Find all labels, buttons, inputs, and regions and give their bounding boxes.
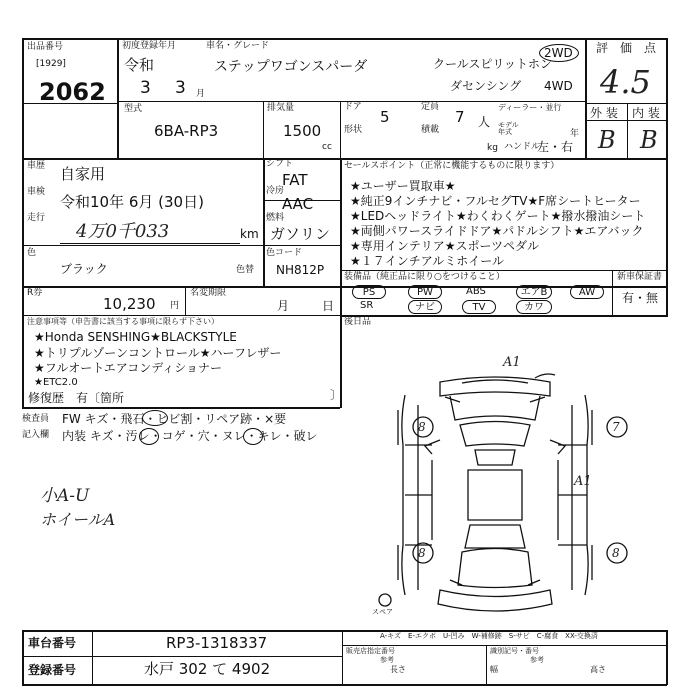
inspector-row-2: 内装 キズ・汚レ・コゲ・穴・ヌレ・キレ・破レ (62, 429, 318, 443)
equipment-label: 装備品（純正品に限り○をつけること） (344, 272, 505, 282)
inspection-label: 車検 (27, 187, 46, 197)
type-label: 車歴 (27, 161, 46, 171)
notes-label: 注意事項等（申告書に該当する事項に限らず下さい） (27, 317, 219, 326)
chassis-value: RP3-1318337 (166, 634, 268, 652)
equip-pw: PW (408, 285, 442, 299)
shape-label: 形状 (344, 125, 363, 135)
name-change-day: 日 (322, 299, 335, 313)
grade-line-1: クールスピリットホン (433, 57, 552, 71)
recycle-label: R券 (27, 288, 43, 298)
damage-mark-left-rear: 8 (418, 546, 426, 560)
equip-aw: AW (570, 285, 604, 299)
mileage-value: 4万0千033 (76, 221, 170, 242)
model-label: 型式 (124, 104, 143, 114)
interior-grade: B (640, 126, 658, 154)
seat-label: 後日品 (344, 317, 372, 327)
drive-2wd: 2WD (544, 46, 573, 60)
car-name-label: 車名・グレード (206, 41, 270, 51)
equip-leather: カワ (516, 300, 552, 314)
seats: 7 (455, 108, 465, 126)
drive-4wd: 4WD (544, 79, 573, 93)
handle: 左・右 (537, 140, 574, 154)
inspection-value: 令和10年 6月 (30日) (60, 193, 204, 211)
new-car-label: 新車保証書 (617, 272, 663, 282)
model-year-label: モデル年式 (498, 121, 519, 136)
sales-point-4: ★両側パワースライドドア★パドルシフト★エアバック (350, 224, 644, 238)
capacity-label: 積載 (421, 125, 440, 135)
equip-abs: ABS (466, 286, 486, 297)
shift-value: FAT (282, 171, 308, 189)
dim-height: 高さ (590, 665, 606, 674)
first-reg-label: 初度登録年月 (122, 41, 177, 51)
month-unit: 月 (196, 89, 206, 99)
id-number-ref: 参考 (530, 656, 544, 664)
year-suffix: 年 (570, 129, 580, 139)
year: 3 (140, 78, 151, 98)
damage-mark-right-front: 7 (612, 420, 620, 434)
doors: 5 (380, 108, 390, 126)
model: 6BA-RP3 (154, 122, 219, 140)
dealer-number-ref: 参考 (380, 656, 394, 664)
sales-point-3: ★LEDヘッドライト★わくわくゲート★撥水撥油シート (350, 209, 646, 223)
lot-number: 2062 (39, 78, 106, 106)
car-name: ステップワゴンスパーダ (214, 59, 368, 75)
dealer-number-label: 販売店指定番号 (346, 647, 395, 655)
yen-unit: 円 (170, 301, 180, 311)
spare-label: スペア (372, 608, 393, 616)
shift-label: シフト (266, 159, 294, 169)
type-value: 自家用 (60, 165, 106, 183)
new-car-value: 有・無 (622, 291, 659, 305)
cc-unit: cc (322, 142, 332, 152)
sales-point-6: ★１７インチアルミホイール (350, 254, 505, 268)
sales-point-1: ★ユーザー買取車★ (350, 179, 456, 193)
damage-legend: A-キズ E-エクボ U-凹み W-補修跡 S-サビ C-腐食 XX-交換済 (380, 632, 598, 640)
color-value: ブラック (60, 262, 108, 276)
displacement-label: 排気量 (267, 103, 295, 113)
lot-sub: [1929] (36, 59, 66, 69)
exterior-label: 外 装 (590, 106, 618, 120)
color-change-label: 色替 (236, 265, 255, 275)
damage-mark-right-side: A1 (574, 474, 592, 489)
damage-mark-front: A1 (503, 355, 521, 370)
note-line-4: ★ETC2.0 (34, 377, 78, 388)
handle-label: ハンドル (504, 142, 541, 152)
kg-unit: kg (487, 143, 498, 153)
color-code-label: 色コード (266, 248, 303, 258)
equip-navi: ナビ (408, 300, 442, 314)
note-line-3: ★フルオートエアコンディショナー (34, 361, 222, 375)
name-change-label: 名変期限 (190, 288, 227, 298)
mileage-label: 走行 (27, 213, 46, 223)
recycle-value: 10,230 (103, 295, 156, 313)
displacement: 1500 (283, 122, 322, 140)
handwritten-note-1: 小A-U (40, 486, 90, 506)
lot-label: 出品番号 (27, 42, 64, 52)
km-unit: km (240, 227, 259, 241)
fuel-label: 燃料 (266, 213, 285, 223)
plate-label: 登録番号 (28, 663, 77, 677)
score: 4.5 (600, 63, 651, 101)
sales-points-label: セールスポイント（正常に機能するものに限ります） (344, 161, 560, 171)
ac-value: AAC (282, 195, 314, 213)
note-line-2: ★トリプルゾーンコントロール★ハーフレザー (34, 346, 282, 360)
fuel-value: ガソリン (270, 225, 331, 243)
dealer-label: ディーラー・並行 (498, 103, 562, 112)
era: 令和 (124, 56, 155, 74)
exterior-grade: B (598, 126, 616, 154)
equip-tv: TV (462, 300, 496, 314)
interior-label: 内 装 (632, 106, 660, 120)
doors-label: ドア (344, 102, 362, 112)
name-change-month: 月 (277, 299, 290, 313)
chassis-label: 車台番号 (28, 636, 77, 650)
damage-mark-left-front: 8 (418, 420, 426, 434)
equip-airbag: エアB (516, 285, 552, 299)
sales-point-2: ★純正9インチナビ・フルセグTV★F席シートヒーター (350, 194, 641, 208)
damage-mark-right-rear: 8 (612, 546, 620, 560)
repair-label: 修復歴 有〔箇所 (28, 391, 125, 405)
seats-label: 定員 (421, 102, 440, 112)
repair-close: 〕 (330, 388, 343, 402)
month: 3 (175, 78, 186, 98)
dim-width: 幅 (490, 665, 498, 674)
dim-length: 長さ (390, 665, 406, 674)
equip-ps: PS (352, 285, 386, 299)
sales-point-5: ★専用インテリア★スポーツペダル (350, 239, 540, 253)
note-line-1: ★Honda SENSHING★BLACKSTYLE (34, 330, 237, 344)
inspector-label-2: 記入欄 (22, 430, 50, 440)
score-label: 評 価 点 (596, 41, 657, 55)
handwritten-note-2: ホイールA (40, 510, 116, 529)
color-label: 色 (27, 248, 37, 258)
color-code-value: NH812P (276, 263, 325, 277)
inspector-label-1: 検査員 (22, 414, 50, 424)
grade-line-2: ダセンシング (450, 79, 522, 93)
inspector-row-1: FW キズ・飛石・ヒビ割・リペア跡・×要 (62, 412, 287, 426)
equip-sr: SR (360, 300, 374, 311)
plate-value: 水戸 302 て 4902 (144, 660, 271, 678)
seats-unit: 人 (478, 115, 491, 129)
ac-label: 冷房 (266, 186, 285, 196)
id-number-label: 識別記号・番号 (490, 647, 539, 655)
